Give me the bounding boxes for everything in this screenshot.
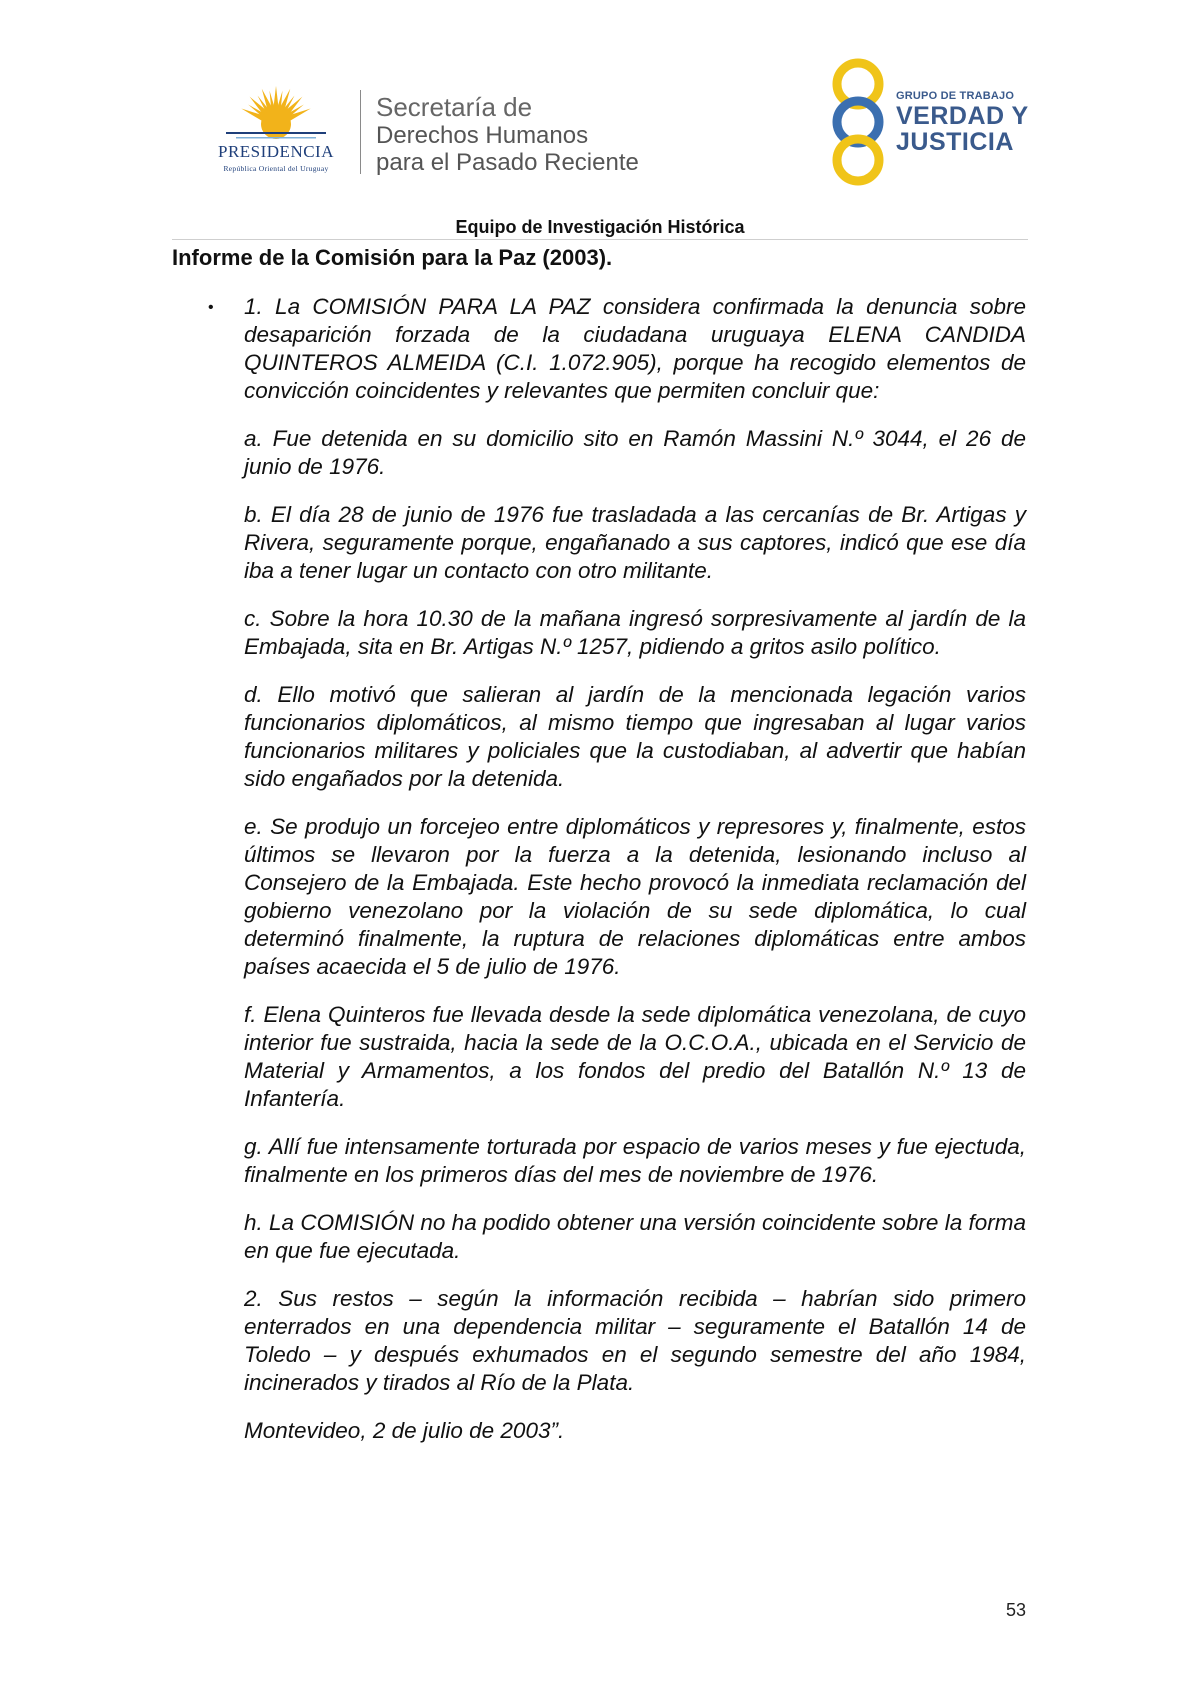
rings-icon <box>824 58 892 186</box>
secretaria-logo-text <box>376 92 639 176</box>
bullet-marker: • <box>208 299 214 316</box>
header-rule <box>172 239 1028 240</box>
paragraph-2: 2. Sus restos – según la información recibida – habrían sido primero enterrados en una dependencia militar – seguramente el Batallón 14 de Toledo – y después exhumados en el segundo semestre del año 1984, incinerados y tirados al Río de la Plata. <box>244 1286 1026 1395</box>
secretaria-line-3: para el Pasado Reciente <box>376 149 639 176</box>
verdad-justicia-logo <box>824 58 1034 186</box>
closing-date: Montevideo, 2 de julio de 2003”. <box>244 1418 565 1443</box>
logo-divider <box>360 90 361 174</box>
paragraph-g: g. Allí fue intensamente torturada por espacio de varios meses y fue ejectuda, finalmente en los primeros días del mes de noviembre de 1976. <box>244 1134 1026 1187</box>
presidencia-logo <box>196 80 356 180</box>
page-header <box>0 0 1191 200</box>
paragraph-c: c. Sobre la hora 10.30 de la mañana ingresó sorpresivamente al jardín de la Embajada, sita en Br. Artigas N.º 1257, pidiendo a gritos asilo político. <box>244 606 1026 659</box>
document-title: Informe de la Comisión para la Paz (2003). <box>172 245 613 270</box>
paragraph-a: a. Fue detenida en su domicilio sito en Ramón Massini N.º 3044, el 26 de junio de 1976. <box>244 426 1026 479</box>
presidencia-subtitle: República Oriental del Uruguay <box>223 164 329 173</box>
paragraph-e: e. Se produjo un forcejeo entre diplomáticos y represores y, finalmente, estos últimos se llevaron por la fuerza a la detenida, lesionando incluso al Consejero de la Embajada. Este hecho provocó la inmediata reclamación del gobierno venezolano por la violación de su sede diplomática, lo cual determinó finalmente, la ruptura de relaciones diplomáticas entre ambos países acaecida el 5 de julio de 1976. <box>244 814 1026 979</box>
team-heading: Equipo de Investigación Histórica <box>455 217 745 237</box>
paragraph-f: f. Elena Quinteros fue llevada desde la sede diplomática venezolana, de cuyo interior fue sustraida, hacia la sede de la O.C.O.A., ubicada en el Servicio de Material y Armamentos, a los fondos del predio del Batallón N.º 13 de Infantería. <box>244 1002 1026 1111</box>
paragraph-d: d. Ello motivó que salieran al jardín de la mencionada legación varios funcionarios diplomáticos, al mismo tiempo que ingresaban al lugar varios funcionarios militares y policiales que la custodiaban, al advertir que habían sido engañados por la detenida. <box>244 682 1026 791</box>
secretaria-line-1: Secretaría de <box>376 92 533 122</box>
grupo-trabajo-label: GRUPO DE TRABAJO <box>896 90 1015 102</box>
secretaria-line-2: Derechos Humanos <box>376 122 589 149</box>
paragraph-1: 1. La COMISIÓN PARA LA PAZ considera confirmada la denuncia sobre desaparición forzada de la ciudadana uruguaya ELENA CANDIDA QUINTEROS ALMEIDA (C.I. 1.072.905), porque ha recogido elementos de convicción coincidentes y relevantes que permiten concluir que: <box>244 294 1026 403</box>
paragraph-b: b. El día 28 de junio de 1976 fue trasladada a las cercanías de Br. Artigas y Rivera, seguramente porque, engañanado a sus captores, indicó que ese día iba a tener lugar un contacto con otro militante. <box>244 502 1026 583</box>
justicia-label: JUSTICIA <box>896 128 1014 156</box>
presidencia-name: PRESIDENCIA <box>217 142 334 161</box>
paragraph-h: h. La COMISIÓN no ha podido obtener una versión coincidente sobre la forma en que fue ejecutada. <box>244 1210 1026 1263</box>
verdad-label: VERDAD Y <box>896 102 1029 130</box>
page-number: 53 <box>1006 1600 1027 1620</box>
report-body <box>244 293 1026 1465</box>
sun-icon <box>226 80 326 142</box>
